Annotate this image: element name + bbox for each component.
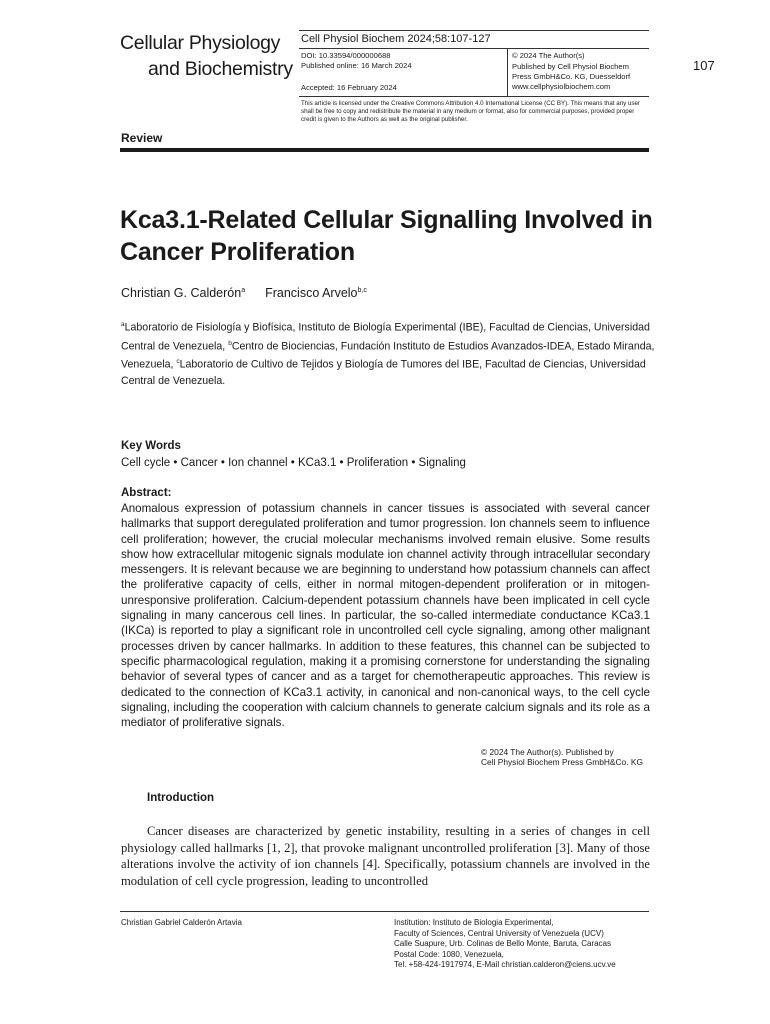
affiliation-mark: c xyxy=(176,358,180,366)
abstract-heading: Abstract: xyxy=(121,487,172,499)
institution-line5: Tel. +58-424-1917974, E-Mail christian.calderon@ciens.ucv.ve xyxy=(394,960,616,970)
header-rule-top xyxy=(299,30,649,31)
journal-website[interactable]: www.cellphysiolbiochem.com xyxy=(512,82,611,91)
header-rule-bottom xyxy=(299,96,649,97)
article-title: Kca3.1-Related Cellular Signalling Involved in Cancer Proliferation xyxy=(120,206,653,266)
journal-name-line2: and Biochemistry xyxy=(148,58,293,80)
affiliation-mark: b xyxy=(228,339,232,347)
keywords-heading: Key Words xyxy=(121,440,181,452)
publisher-line1: Published by Cell Physiol Biochem xyxy=(512,62,629,71)
journal-citation: Cell Physiol Biochem 2024;58:107-127 xyxy=(301,33,491,45)
published-online-date: Published online: 16 March 2024 xyxy=(301,61,412,70)
accepted-date: Accepted: 16 February 2024 xyxy=(301,83,397,92)
abstract-copyright-line2: Cell Physiol Biochem Press GmbH&Co. KG xyxy=(481,757,643,767)
journal-name-line1: Cellular Physiology xyxy=(120,32,281,54)
affiliation-mark: a xyxy=(121,321,125,328)
institution-line4: Postal Code: 1080, Venezuela, xyxy=(394,949,504,959)
author-affiliation-mark: a xyxy=(241,286,246,294)
copyright-notice: © 2024 The Author(s) xyxy=(512,51,585,60)
section-rule xyxy=(120,148,649,152)
journal-logo xyxy=(120,30,293,82)
affiliations xyxy=(121,317,661,389)
header-rule-middle xyxy=(299,48,649,49)
doi: DOI: 10.33594/000000688 xyxy=(301,51,391,60)
affiliation-a: Laboratorio de Fisiología y Biofísica, Instituto de Biología Experimental (IBE), Facultad de Ciencias, Universidad Central de Venezuela, xyxy=(121,321,650,353)
abstract-copyright-line1: © 2024 The Author(s). Published by xyxy=(481,747,614,757)
publisher-line2: Press GmbH&Co. KG, Duesseldorf xyxy=(512,71,631,81)
institution-line3: Calle Suapure, Urb. Colinas de Bello Monte, Baruta, Caracas xyxy=(394,939,611,949)
footer-rule xyxy=(120,911,649,912)
page-number: 107 xyxy=(693,58,715,73)
affiliation-c: Laboratorio de Cultivo de Tejidos y Biología de Tumores del IBE, Facultad de Ciencias, Universidad Central de Venezuela. xyxy=(121,358,646,387)
corresponding-author: Christian Gabriel Calderón Artavia xyxy=(121,918,242,927)
article-type: Review xyxy=(121,131,163,145)
institution-line2: Faculty of Sciences, Central University of Venezuela (UCV) xyxy=(394,928,604,938)
author-name: Christian G. Calderón xyxy=(121,286,242,300)
introduction-text: Cancer diseases are characterized by genetic instability, resulting in a series of changes in cell physiology called hallmarks [1, 2], that provoke malignant uncontrolled proliferation [3]. Many of those alterations involve the activity of ion channels [4]. Specifically, potassium channels are involved in the modulation of cell cycle progression, leading to uncontrolled xyxy=(121,824,650,889)
abstract-copyright xyxy=(481,747,681,767)
header-divider xyxy=(507,48,508,96)
author-list xyxy=(121,286,367,300)
license-notice: This article is licensed under the Creative Commons Attribution 4.0 International License (CC BY). This means that any user shall be free to copy and redistribute the material in any medium or format, also for commercial purposes, provided proper credit is given to the Authors as well as the original publisher. xyxy=(301,100,640,124)
keywords-list: Cell cycle • Cancer • Ion channel • KCa3.1 • Proliferation • Signaling xyxy=(121,457,466,469)
author-name: Francisco Arvelo xyxy=(265,286,358,300)
institution-address xyxy=(394,918,664,971)
institution-line1: Institution: Instituto de Biologia Experimental, xyxy=(394,918,554,927)
introduction-heading: Introduction xyxy=(147,792,215,804)
abstract-text: Anomalous expression of potassium channels in cancer tissues is associated with several cancer hallmarks that support deregulated proliferation and tumor progression. Ion channels seem to influence cell proliferation; however, the crucial molecular mechanisms involved remain elusive. Some results show how extracellular mitogenic signals modulate ion channel activity through intracellular secondary messengers. It is relevant because we are beginning to understand how potassium channels can affect the proliferative capacity of cells, either in normal mitogen-dependent proliferation or in mitogen-unresponsive proliferation. Calcium-dependent potassium channels have been implicated in cell cycle signaling in many cancerous cell lines. In particular, the so-called intermediate conductance KCa3.1 (IKCa) is reported to play a significant role in uncontrolled cell cycle signaling, among other malignant processes driven by cancer hallmarks. In addition to these features, this channel can be subjected to specific pharmacological regulation, making it a promising cornerstone for understanding the signaling behavior of several types of cancer and as a target for chemotherapeutic approaches. This review is dedicated to the connection of KCa3.1 activity, in canonical and non-canonical ways, to the cell cycle signaling, including the cooperation with calcium channels to generate calcium signals and its role as a mediator of proliferative signals. xyxy=(121,502,650,730)
author-affiliation-mark: b,c xyxy=(357,286,367,294)
affiliation-b: Centro de Biociencias, Fundación Instituto de Estudios Avanzados-IDEA, Estado Miranda, Venezuela, xyxy=(121,340,655,371)
publisher-info xyxy=(512,62,630,81)
